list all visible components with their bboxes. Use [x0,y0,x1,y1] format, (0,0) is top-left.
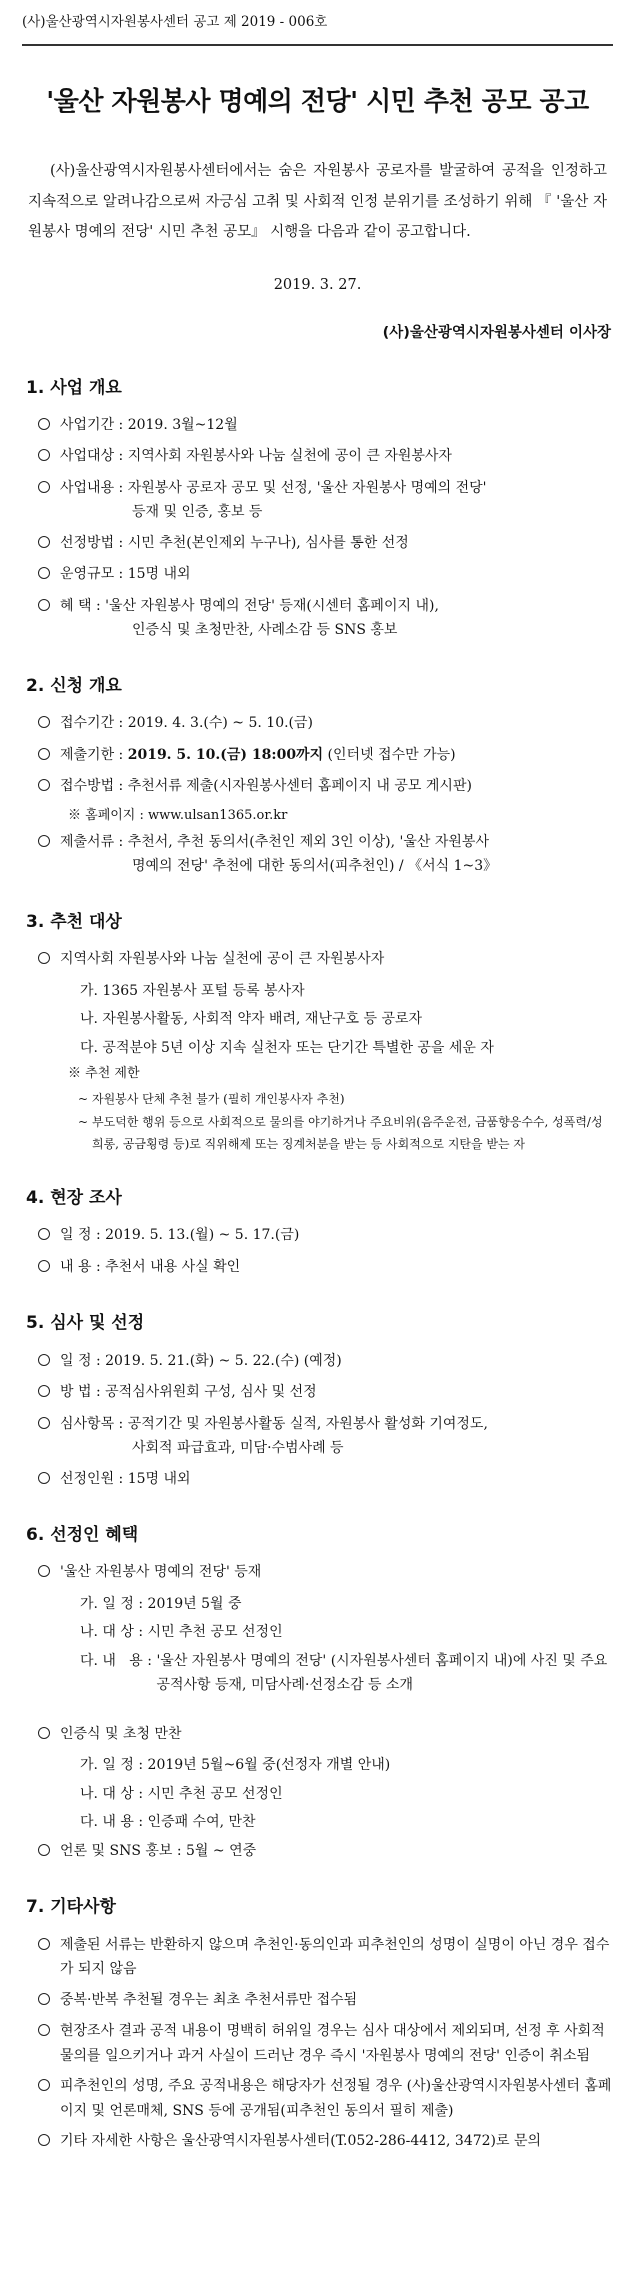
section-field-survey [22,1185,613,1280]
circle-bullet-icon [38,531,60,557]
circle-bullet-icon [38,1722,60,1748]
list-item: 심사항목 : 공적기간 및 자원봉사활동 실적, 자원봉사 활성화 기여정도, 사회적 파급효과, 미담·수범사례 등 [22,1412,613,1461]
sub-item: 가. 일 정 : 2019년 5월~6월 중(선정자 개별 안내) [80,1757,391,1774]
list-item: 인증식 및 초청 만찬 [22,1722,613,1748]
deadline-highlight: 2019. 5. 10.(금) 18:00까지 [127,746,324,763]
list-item: 사업대상 : 지역사회 자원봉사와 나눔 실천에 공이 큰 자원봉사자 [22,444,613,470]
circle-bullet-icon [38,1933,60,1982]
section-heading: 2. 신청 개요 [26,675,122,696]
list-item: 제출기한 : 2019. 5. 10.(금) 18:00까지 (인터넷 접수만 가능) [22,743,613,769]
circle-bullet-icon [38,413,60,439]
sub-item: 다. 내 용 : '울산 자원봉사 명예의 전당' (시자원봉사센터 홈페이지 내)에 사진 및 주요 공적사항 등재, 미담사례·선정소감 등 소개 [80,1652,608,1694]
section-heading: 4. 현장 조사 [26,1187,122,1208]
section-heading: 5. 심사 및 선정 [26,1313,145,1334]
list-item: 혜 택 : '울산 자원봉사 명예의 전당' 등재(시센터 홈페이지 내), 인증식 및 초청만찬, 사례소감 등 SNS 홍보 [22,594,613,643]
section-other [22,1894,613,2154]
list-item: 선정방법 : 시민 추천(본인제외 누구나), 심사를 통한 선정 [22,531,613,557]
page-title: '울산 자원봉사 명예의 전당' 시민 추천 공모 공고 [46,87,589,117]
circle-bullet-icon [38,594,60,643]
section-eligibility [22,909,613,1155]
circle-bullet-icon [38,1560,60,1586]
circle-bullet-icon [38,1988,60,2014]
list-item: 현장조사 결과 공적 내용이 명백히 허위일 경우는 심사 대상에서 제외되며, 선정 후 사회적 물의를 일으키거나 과거 사실이 드러난 경우 즉시 '자원봉사 명예의 전당' 인증이 취소됨 [22,2019,613,2068]
restriction-item: ~ 부도덕한 행위 등으로 사회적으로 물의를 야기하거나 주요비위(음주운전, 금품향응수수, 성폭력/성희롱, 공금횡령 등)로 직위해제 또는 징계처분을 받는 등 사회적으로 지탄을 받는 자 [78,1114,603,1151]
section-overview [22,375,613,643]
circle-bullet-icon [38,947,60,973]
section-heading: 3. 추천 대상 [26,911,122,932]
circle-bullet-icon [38,1255,60,1281]
sub-item: 가. 일 정 : 2019년 5월 중 [80,1595,242,1612]
list-item: 기타 자세한 사항은 울산광역시자원봉사센터(T.052-286-4412, 3472)로 문의 [22,2129,613,2155]
sub-item: 가. 1365 자원봉사 포털 등록 봉사자 [80,982,305,999]
sub-item: 다. 내 용 : 인증패 수여, 만찬 [80,1814,256,1831]
list-item: 사업기간 : 2019. 3월~12월 [22,413,613,439]
circle-bullet-icon [38,1467,60,1493]
circle-bullet-icon [38,774,60,800]
list-item: 운영규모 : 15명 내외 [22,562,613,588]
section-application [22,673,613,879]
notice-date: 2019. 3. 27. [273,276,362,293]
list-item: 사업내용 : 자원봉사 공로자 공모 및 선정, '울산 자원봉사 명예의 전당' 등재 및 인증, 홍보 등 [22,476,613,525]
homepage-note: ※ 홈페이지 : www.ulsan1365.or.kr [68,807,288,823]
section-heading: 7. 기타사항 [26,1897,116,1918]
list-item: 방 법 : 공적심사위원회 구성, 심사 및 선정 [22,1380,613,1406]
circle-bullet-icon [38,476,60,525]
list-item: 내 용 : 추천서 내용 사실 확인 [22,1255,613,1281]
circle-bullet-icon [38,1380,60,1406]
section-heading: 6. 선정인 혜택 [26,1525,139,1546]
list-item: 제출된 서류는 반환하지 않으며 추천인·동의인과 피추천인의 성명이 실명이 아닌 경우 접수가 되지 않음 [22,1933,613,1982]
circle-bullet-icon [38,830,60,879]
sub-item: 다. 공적분야 5년 이상 지속 실천자 또는 단기간 특별한 공을 세운 자 [80,1039,494,1056]
list-item: 선정인원 : 15명 내외 [22,1467,613,1493]
section-review [22,1310,613,1492]
list-item: 일 정 : 2019. 5. 13.(월) ~ 5. 17.(금) [22,1223,613,1249]
circle-bullet-icon [38,1412,60,1461]
list-item: 언론 및 SNS 홍보 : 5월 ~ 연중 [22,1839,613,1865]
list-item: 피추천인의 성명, 주요 공적내용은 해당자가 선정될 경우 (사)울산광역시자원봉사센터 홈페이지 및 언론매체, SNS 등에 공개됨(피추천인 동의서 필히 제출) [22,2074,613,2123]
top-divider [22,44,613,46]
issuer-name: (사)울산광역시자원봉사센터 이사장 [382,325,611,342]
circle-bullet-icon [38,1223,60,1249]
circle-bullet-icon [38,444,60,470]
circle-bullet-icon [38,1349,60,1375]
circle-bullet-icon [38,562,60,588]
sub-item: 나. 자원봉사활동, 사회적 약자 배려, 재난구호 등 공로자 [80,1011,423,1028]
circle-bullet-icon [38,743,60,769]
list-item: '울산 자원봉사 명예의 전당' 등재 [22,1560,613,1586]
section-benefits [22,1522,613,1864]
list-item: 지역사회 자원봉사와 나눔 실천에 공이 큰 자원봉사자 [22,947,613,973]
circle-bullet-icon [38,2074,60,2123]
intro-paragraph: (사)울산광역시자원봉사센터에서는 숨은 자원봉사 공로자를 발굴하여 공적을 인정하고 지속적으로 알려나감으로써 자긍심 고취 및 사회적 인정 분위기를 조성하기 위해 『 '울산 자원봉사 명예의 전당' 시민 추천 공모』 시행을 다음과 같이 공고합니다. [28,163,607,241]
circle-bullet-icon [38,2019,60,2068]
sub-item: 나. 대 상 : 시민 추천 공모 선정인 [80,1785,283,1802]
sub-item: 나. 대 상 : 시민 추천 공모 선정인 [80,1624,283,1641]
list-item: 제출서류 : 추천서, 추천 동의서(추천인 제외 3인 이상), '울산 자원봉사 명예의 전당' 추천에 대한 동의서(피추천인) / 《서식 1~3》 [22,830,613,879]
list-item: 일 정 : 2019. 5. 21.(화) ~ 5. 22.(수) (예정) [22,1349,613,1375]
list-item: 중복·반복 추천될 경우는 최초 추천서류만 접수됨 [22,1988,613,2014]
circle-bullet-icon [38,2129,60,2155]
circle-bullet-icon [38,711,60,737]
restriction-item: ~ 자원봉사 단체 추천 불가 (필히 개인봉사자 추천) [78,1092,345,1107]
circle-bullet-icon [38,1839,60,1865]
section-heading: 1. 사업 개요 [26,377,122,398]
list-item: 접수기간 : 2019. 4. 3.(수) ~ 5. 10.(금) [22,711,613,737]
list-item: 접수방법 : 추천서류 제출(시자원봉사센터 홈페이지 내 공모 게시판) [22,774,613,800]
restriction-note: ※ 추천 제한 [68,1066,140,1082]
notice-number: (사)울산광역시자원봉사센터 공고 제 2019 - 006호 [22,14,328,30]
